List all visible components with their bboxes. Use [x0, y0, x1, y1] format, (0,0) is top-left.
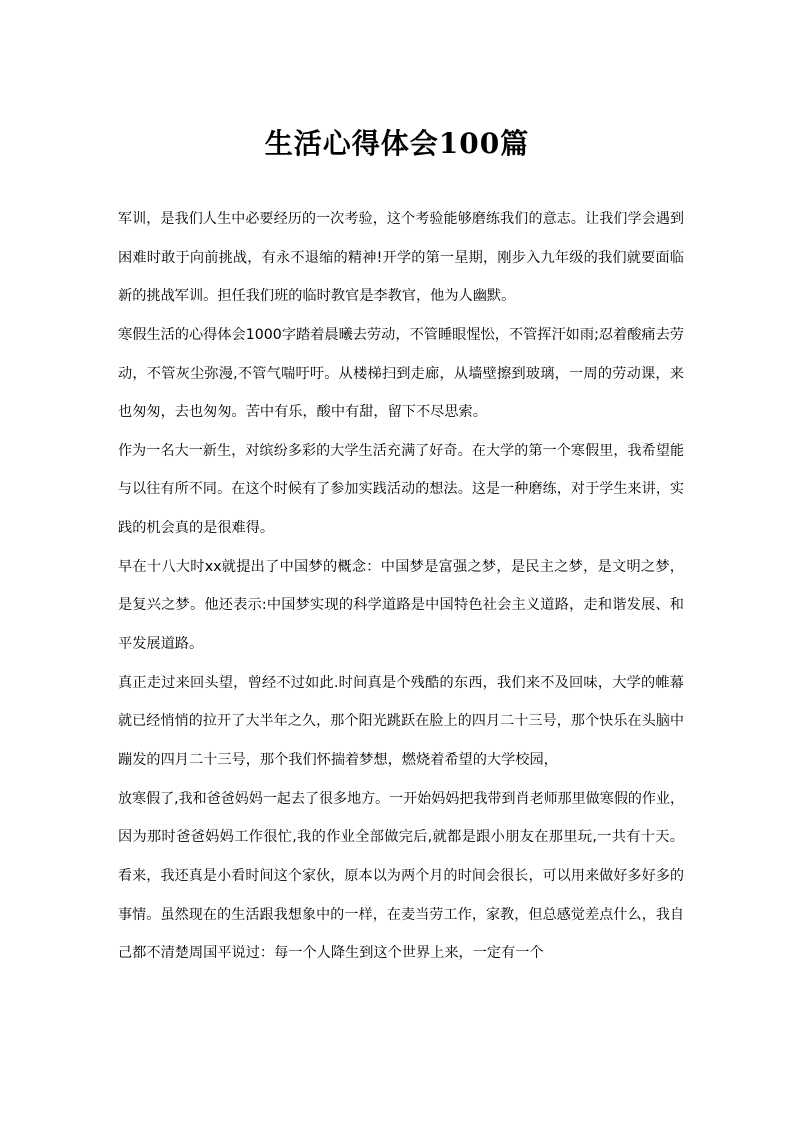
text-line: 己都不清楚周国平说过：每一个人降生到这个世界上来，一定有一个	[118, 945, 544, 962]
text-line: 放寒假了,我和爸爸妈妈一起去了很多地方。一开始妈妈把我带到肖老师那里做寒假的作业，	[118, 790, 684, 807]
text-line: 也匆匆，去也匆匆。苦中有乐，酸中有甜，留下不尽思索。	[118, 404, 487, 421]
text-line: 平发展道路。	[118, 636, 204, 653]
text-line: 动，不管灰尘弥漫,不管气喘吁吁。从楼梯扫到走廊，从墙壁擦到玻璃，一周的劳动课，来	[118, 365, 684, 382]
text-line: 新的挑战军训。担任我们班的临时教官是李教官，他为人幽默。	[118, 288, 516, 305]
document-body	[118, 200, 684, 973]
document-title: 生活心得体会100篇	[264, 127, 530, 160]
text-line: 是复兴之梦。他还表示:中国梦实现的科学道路是中国特色社会主义道路，走和谐发展、和	[118, 597, 684, 614]
text-line: 事情。虽然现在的生活跟我想象中的一样，在麦当劳工作，家教，但总感觉差点什么，我自	[118, 906, 684, 923]
text-line: 早在十八大时xx就提出了中国梦的概念：中国梦是富强之梦，是民主之梦，是文明之梦，	[118, 558, 684, 575]
text-line: 困难时敢于向前挑战，有永不退缩的精神!开学的第一星期，刚步入九年级的我们就要面临	[118, 249, 684, 266]
text-line: 就已经悄悄的拉开了大半年之久，那个阳光跳跃在脸上的四月二十三号，那个快乐在头脑中	[118, 713, 684, 730]
text-line: 因为那时爸爸妈妈工作很忙,我的作业全部做完后,就都是跟小朋友在那里玩,一共有十天。	[118, 829, 684, 846]
text-line: 践的机会真的是很难得。	[118, 520, 275, 537]
text-line: 与以往有所不同。在这个时候有了参加实践活动的想法。这是一种磨练，对于学生来讲，实	[118, 481, 684, 498]
text-line: 军训，是我们人生中必要经历的一次考验，这个考验能够磨练我们的意志。让我们学会遇到	[118, 211, 684, 227]
text-line: 真正走过来回头望，曾经不过如此.时间真是个残酷的东西，我们来不及回味，大学的帷幕	[118, 674, 684, 691]
text-line: 看来，我还真是小看时间这个家伙，原本以为两个月的时间会很长，可以用来做好多好多的	[118, 867, 684, 884]
text-line: 作为一名大一新生，对缤纷多彩的大学生活充满了好奇。在大学的第一个寒假里，我希望能	[118, 442, 684, 459]
text-line: 蹦发的四月二十三号，那个我们怀揣着梦想，燃烧着希望的大学校园，	[118, 751, 558, 768]
text-line: 寒假生活的心得体会1000字踏着晨曦去劳动，不管睡眼惺忪，不管挥汗如雨;忍着酸痛去劳	[118, 326, 684, 343]
